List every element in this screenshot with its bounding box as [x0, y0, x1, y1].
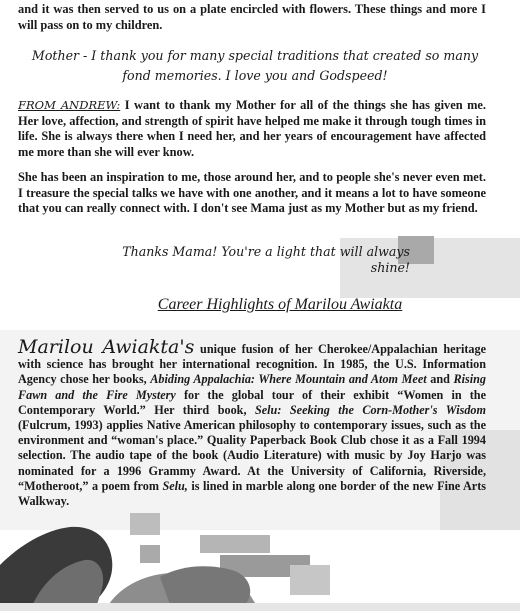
brush-artwork-illustration — [0, 505, 520, 611]
letter-paragraph-2: She has been an inspiration to me, those around her, and to people she's never even met. I treasure the special talks we have with one another, and it means a lot to have someone that you can really connect with. I don't see Mama just as my Mother but as my friend. — [18, 170, 486, 216]
career-text-5: is lined in marble along one border of the new Fine Arts Walkway. — [18, 478, 486, 509]
intro-paragraph: and it was then served to us on a plate encircled with flowers. These things and more I will pass on to my children. — [18, 2, 486, 32]
career-lead-name: Marilou Awiakta's — [18, 336, 195, 358]
career-text-3: for the global tour of their exhibit “Women in the Contemporary World.” Her third book, — [18, 387, 486, 417]
letter-paragraph-1-text: I want to thank my Mother for all of the things she has given me. Her love, affection, and strength of spirit have helped me make it through tough times in life. She is always there when I need her, and her years of encouragement have affected me more than she will ever know. — [18, 98, 486, 159]
career-text-4: (Fulcrum, 1993) applies Native American philosophy to contemporary issues, such as the environment and “woman's place.” Quality Paperback Book Club chose it as a Fall 1994 selection. The audio tape of the book (Audio Literature) with music by Joy Harjo was nominated for a 1996 Grammy Award. At the University of California, Riverside, “Motheroot,” a poem from — [18, 418, 486, 493]
from-andrew-label: FROM ANDREW: — [18, 98, 121, 112]
letter-paragraph-1 — [18, 98, 486, 160]
letter-signoff: Thanks Mama! You're a light that will always shine! — [122, 244, 410, 275]
career-text-1: unique fusion of her Cherokee/Appalachian heritage with science has brought her international recognition. In 1985, the U.S. Information Agency chose her books, — [18, 342, 487, 387]
career-text-2: and — [426, 372, 454, 387]
book-title-2: Rising Fawn and the Fire Mystery — [18, 372, 487, 402]
career-paragraph — [18, 336, 487, 509]
book-title-1: Abiding Appalachia: Where Mountain and Atom Meet — [150, 372, 427, 387]
mother-quote: Mother - I thank you for many special traditions that created so many fond memories. I love you and Godspeed! — [31, 48, 479, 83]
career-heading: Career Highlights of Marilou Awiakta — [157, 296, 403, 313]
book-title-4: Selu, — [162, 478, 188, 493]
book-title-3: Selu: Seeking the Corn-Mother's Wisdom — [254, 402, 486, 417]
